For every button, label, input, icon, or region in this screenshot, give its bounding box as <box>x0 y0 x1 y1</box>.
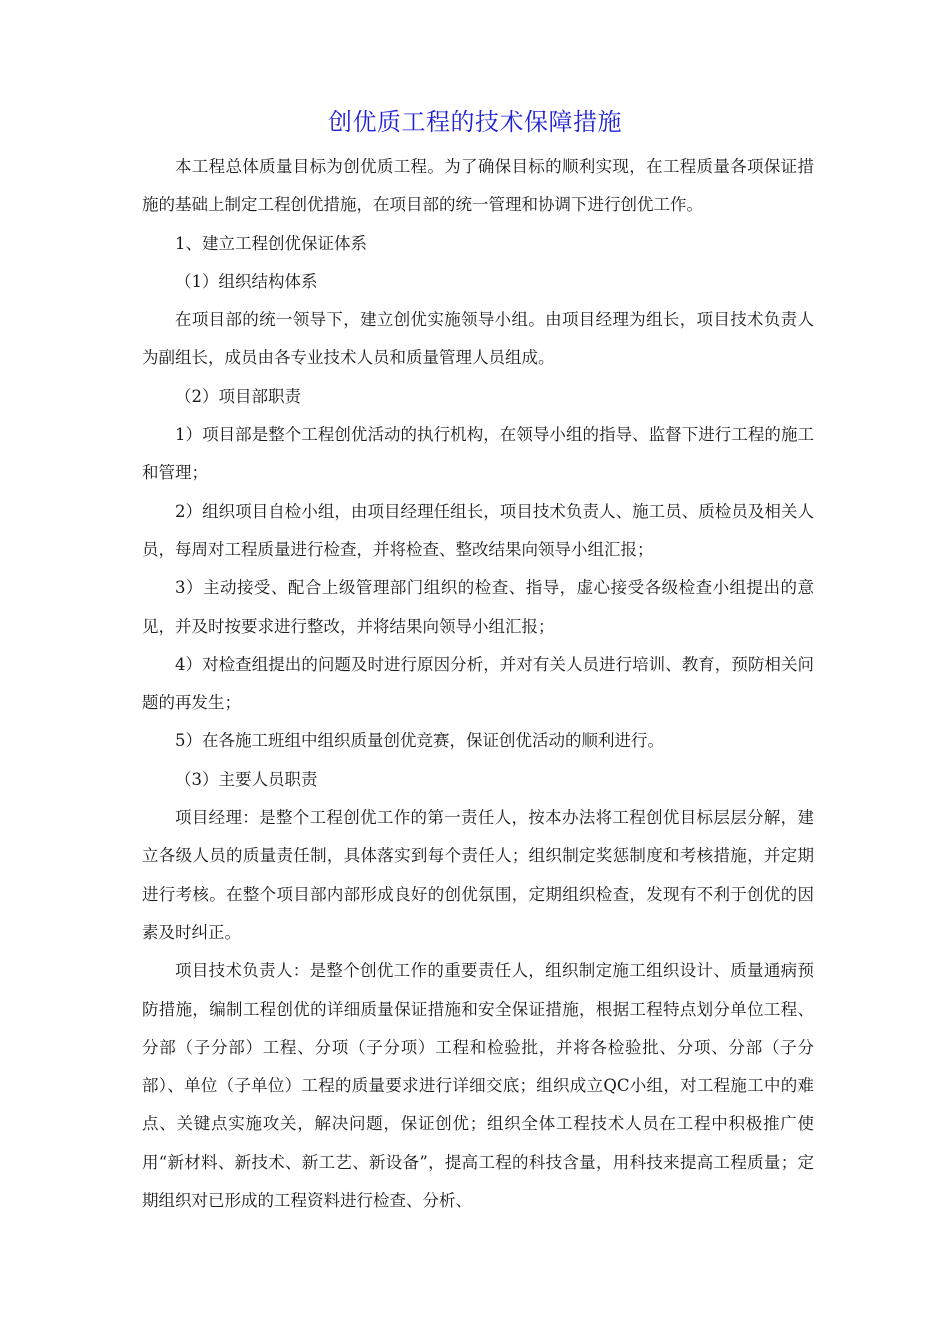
subsection-heading: （1）组织结构体系 <box>175 271 318 291</box>
paragraph: 在项目部的统一领导下，建立创优实施领导小组。由项目经理为组长，项目技术负责人为副组长，成员由各专业技术人员和质量管理人员组成。 <box>142 310 814 368</box>
subsection-heading: （3）主要人员职责 <box>175 769 318 789</box>
section-heading: 1、建立工程创优保证体系 <box>175 233 367 253</box>
document-body <box>142 148 814 1220</box>
paragraph-intro: 本工程总体质量目标为创优质工程。为了确保目标的顺利实现，在工程质量各项保证措施的基础上制定工程创优措施，在项目部的统一管理和协调下进行创优工作。 <box>142 157 814 215</box>
paragraph: 项目技术负责人：是整个创优工作的重要责任人，组织制定施工组织设计、质量通病预防措施，编制工程创优的详细质量保证措施和安全保证措施，根据工程特点划分单位工程、分部（子分部）工程、分项（子分项）工程和检验批，并将各检验批、分项、分部（子分部）、单位（子单位）工程的质量要求进行详细交底；组织成立QC小组，对工程施工中的难点、关键点实施攻关，解决问题，保证创优；组织全体工程技术人员在工程中积极推广使用“新材料、新技术、新工艺、新设备”，提高工程的科技含量，用科技来提高工程质量；定期组织对已形成的工程资料进行检查、分析、 <box>142 961 814 1211</box>
subsection-heading: （2）项目部职责 <box>175 386 301 406</box>
document-title: 创优质工程的技术保障措施 <box>328 108 622 136</box>
list-item: 4）对检查组提出的问题及时进行原因分析，并对有关人员进行培训、教育，预防相关问题的再发生； <box>142 654 814 713</box>
paragraph: 项目经理：是整个工程创优工作的第一责任人，按本办法将工程创优目标层层分解，建立各级人员的质量责任制，具体落实到每个责任人；组织制定奖惩制度和考核措施，并定期进行考核。在整个项目部内部形成良好的创优氛围，定期组织检查，发现有不利于创优的因素及时纠正。 <box>142 808 814 942</box>
list-item: 2）组织项目自检小组，由项目经理任组长，项目技术负责人、施工员、质检员及相关人员，每周对工程质量进行检查，并将检查、整改结果向领导小组汇报； <box>142 501 814 559</box>
list-item: 3）主动接受、配合上级管理部门组织的检查、指导，虚心接受各级检查小组提出的意见，并及时按要求进行整改，并将结果向领导小组汇报； <box>142 578 814 636</box>
list-item: 1）项目部是整个工程创优活动的执行机构，在领导小组的指导、监督下进行工程的施工和管理； <box>142 425 814 483</box>
list-item: 5）在各施工班组中组织质量创优竞赛，保证创优活动的顺利进行。 <box>175 731 664 751</box>
